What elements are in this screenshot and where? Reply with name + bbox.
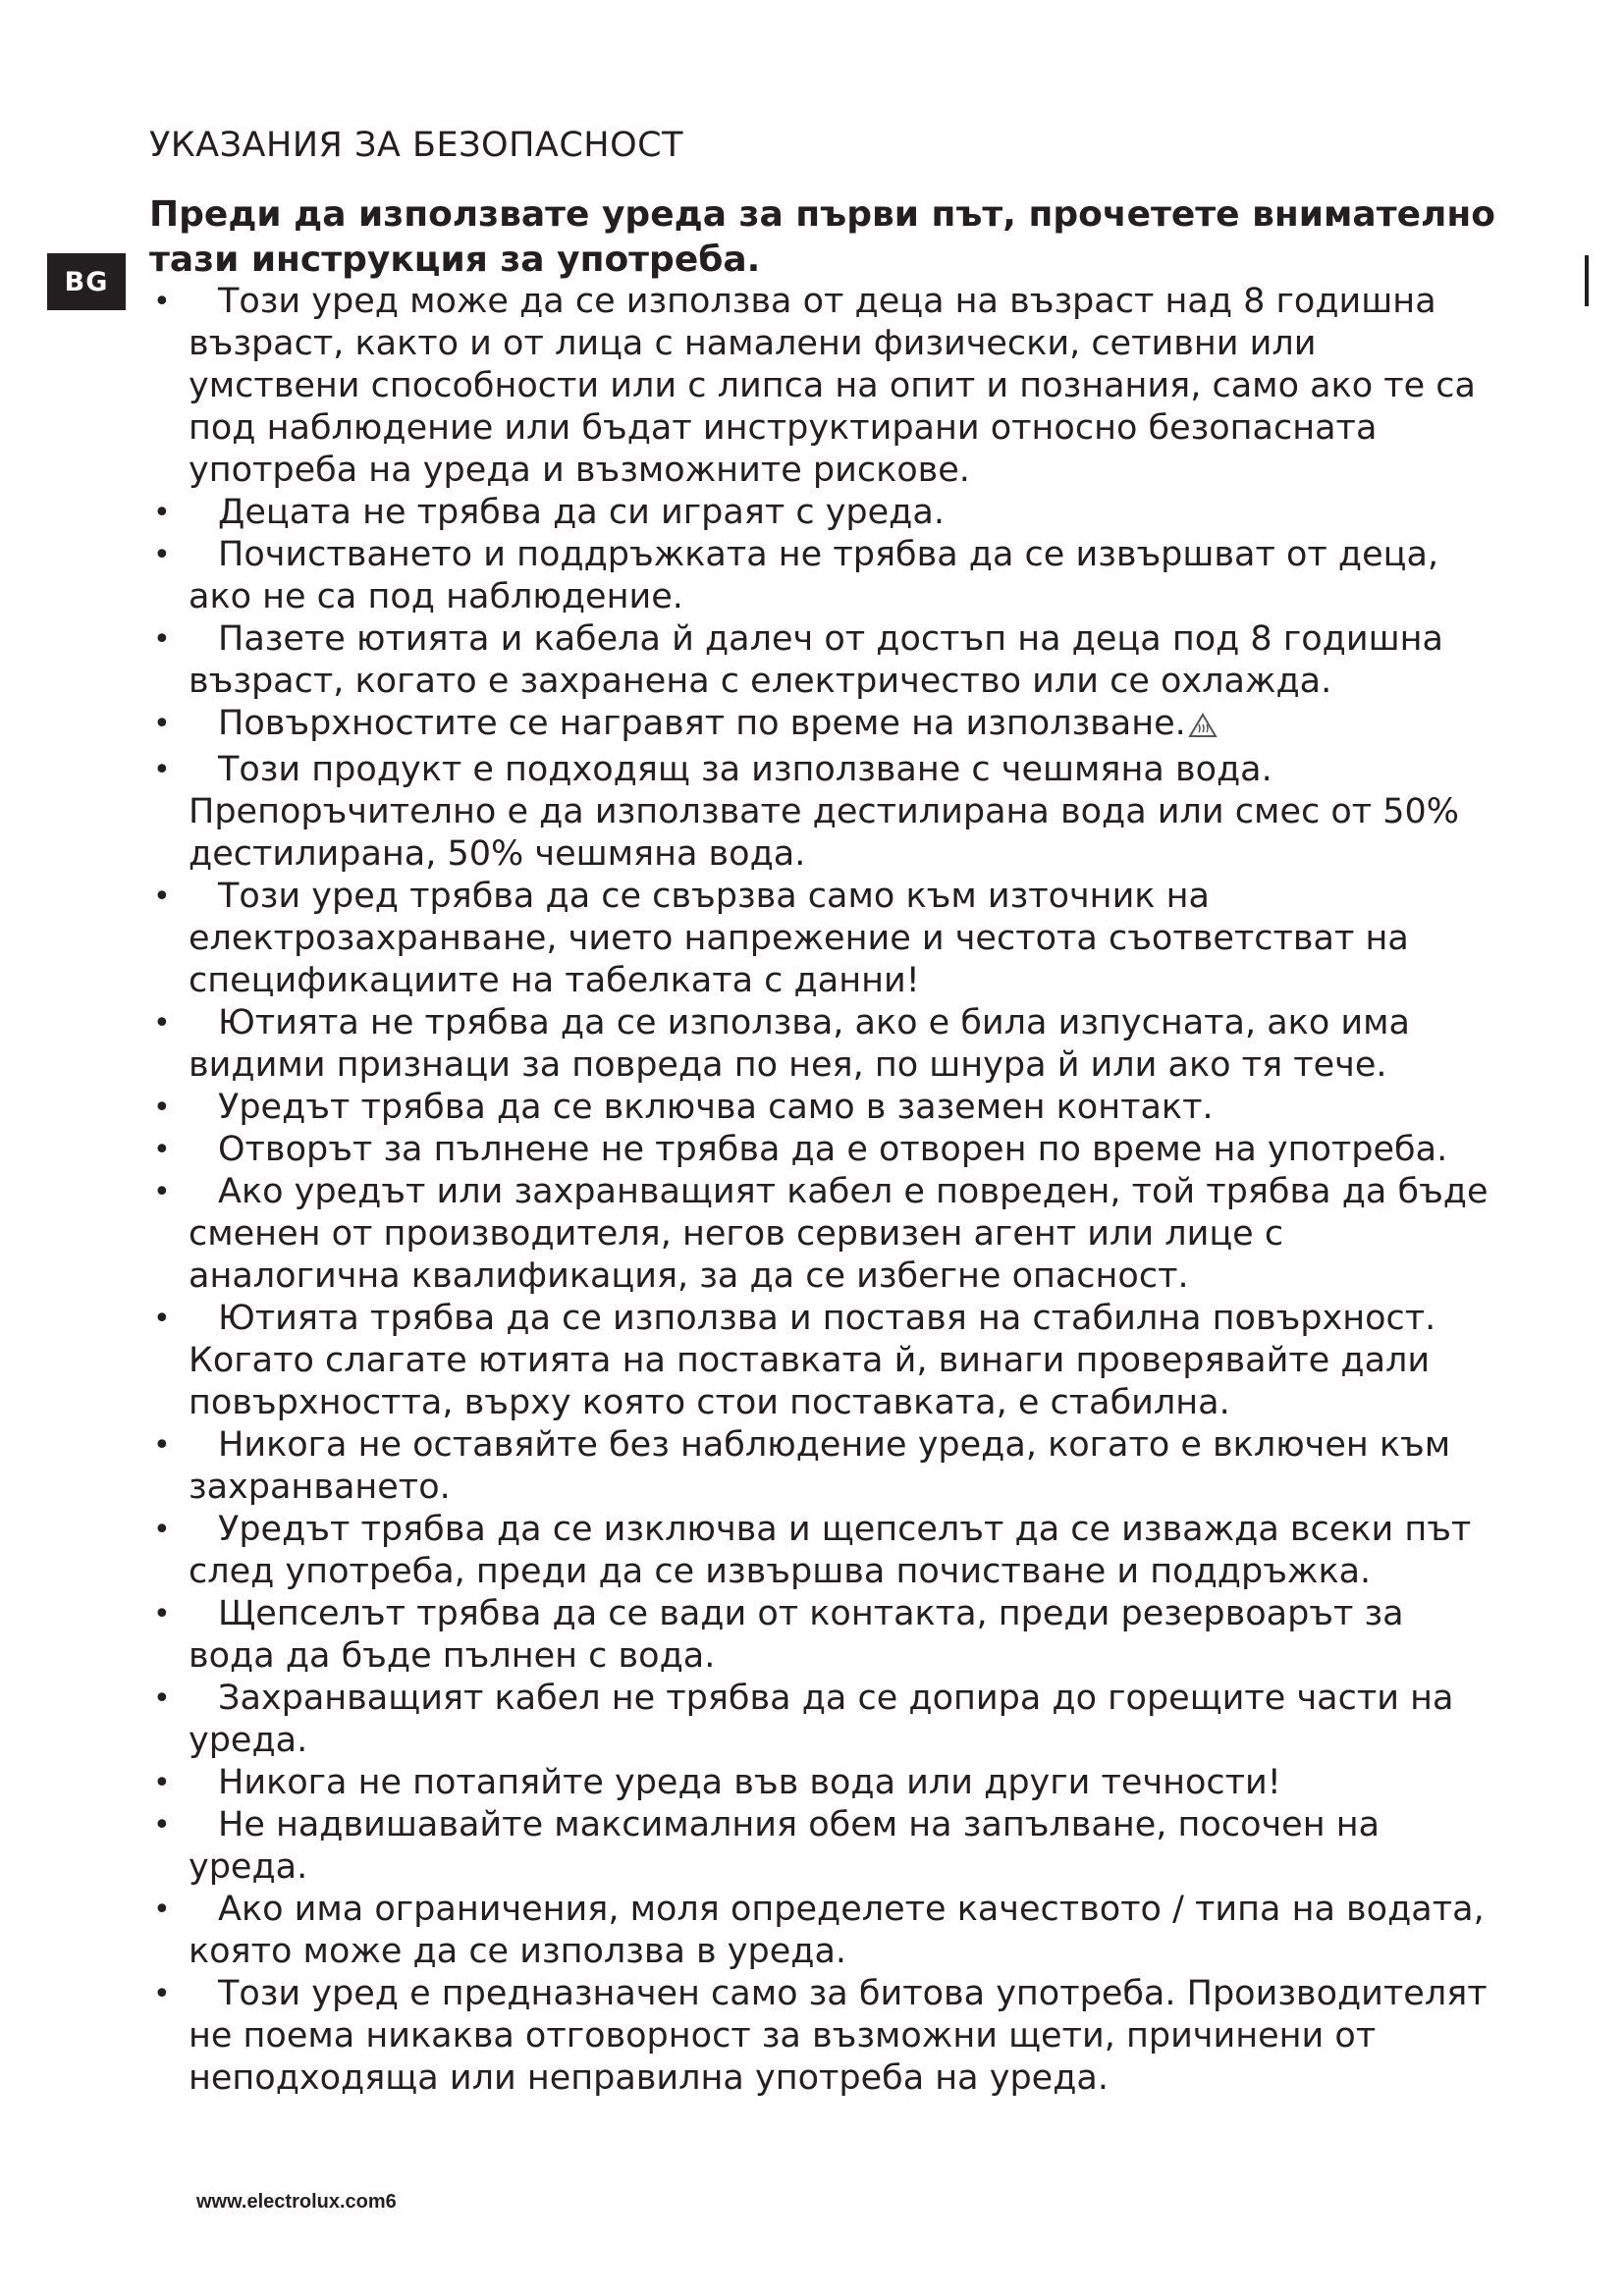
bullet: •: [153, 496, 171, 530]
bullet: •: [153, 1091, 171, 1125]
list-item: [149, 1129, 1494, 1171]
page-edge-marker: [1585, 255, 1589, 306]
list-item-text: Уредът трябва да се изключва и щепселът да се изважда всеки път след употреба, преди да се извършва почистване и поддръжка.: [189, 1510, 1472, 1591]
list-item-text: Този уред трябва да се свързва само към източник на електрозахранване, чието напрежение и честота съответстват на спецификациите на табелката с данни!: [189, 877, 1409, 1000]
list-item: [149, 1424, 1494, 1509]
bullet: •: [153, 538, 171, 572]
list-item-text: Щепселът трябва да се вади от контакта, преди резервоарът за вода да бъде пълнен с вода.: [189, 1594, 1404, 1676]
section-title: УКАЗАНИЯ ЗА БЕЗОПАСНОСТ: [149, 126, 683, 165]
bullet: •: [153, 1513, 171, 1547]
bullet: •: [153, 753, 171, 787]
list-item: [149, 1804, 1494, 1889]
language-tab: BG: [47, 253, 126, 310]
list-item-text: Този уред може да се използва от деца на възраст над 8 годишна възраст, както и от лица с намалени физически, сетивни или умствени способности или с липса на опит и познания, само ако те са под наблюдение или бъдат инструктирани относно безопасната употреба на уреда и възможните рискове.: [189, 282, 1476, 490]
list-item-text: Уредът трябва да се включва само в заземен контакт.: [218, 1088, 1214, 1127]
bullet: •: [153, 1175, 171, 1209]
list-item-text: Ако уредът или захранващият кабел е повреден, той трябва да бъде сменен от производителя, негов сервизен агент или лице с аналогична квалификация, за да се избегне опасност.: [189, 1172, 1489, 1296]
bullet: •: [153, 1682, 171, 1716]
bullet: •: [153, 707, 171, 741]
list-item-text: Този продукт е подходящ за използване с чешмяна вода. Препоръчително е да използвате дестилирана вода или смес от 50% дестилирана, 50% чешмяна вода.: [189, 750, 1460, 874]
list-item-text: Повърхностите се награвят по време на използване.: [218, 704, 1186, 743]
list-item-text: Пазете ютията и кабела й далеч от достъп на деца под 8 годишна възраст, когато е захранена с електричество или се охлажда.: [189, 619, 1443, 701]
list-item-text: Ютията трябва да се използва и поставя на стабилна повърхност. Когато слагате ютията на поставката й, винаги проверявайте дали повърхността, върху която стои поставката, е стабилна.: [189, 1299, 1436, 1422]
list-item: [149, 1298, 1494, 1424]
bullet: •: [153, 1133, 171, 1167]
list-item-text: Никога не потапяйте уреда във вода или други течности!: [218, 1763, 1281, 1802]
bullet: •: [153, 285, 171, 319]
list-item: [149, 1889, 1494, 1973]
list-item-text: Ютията не трябва да се използва, ако е била изпусната, ако има видими признаци за повреда по нея, по шнура й или ако тя тече.: [189, 1003, 1410, 1085]
bullet: •: [153, 1597, 171, 1631]
safety-instructions-list: [149, 281, 1494, 2100]
intro-text: Преди да използвате уреда за първи път, прочетете внимателно тази инструкция за употреба.: [149, 194, 1495, 280]
hot-surface-warning-icon: [1188, 707, 1218, 749]
list-item: [149, 876, 1494, 1002]
bullet: •: [153, 622, 171, 657]
list-item: [149, 281, 1494, 492]
footer-url: www.electrolux.com6: [196, 2191, 397, 2213]
list-item: [149, 1762, 1494, 1804]
list-item-text: Никога не оставяйте без наблюдение уреда, когато е включен към захранването.: [189, 1425, 1451, 1507]
list-item: [149, 492, 1494, 534]
list-item-text: Този уред е предназначен само за битова употреба. Производителят не поема никаква отговорност за възможни щети, причинени от неподходяща или неправилна употреба на уреда.: [189, 1974, 1488, 2098]
list-item: [149, 1973, 1494, 2100]
list-item: [149, 534, 1494, 618]
list-item-text: Отворът за пълнене не трябва да е отворен по време на употреба.: [218, 1130, 1448, 1169]
bullet: •: [153, 1977, 171, 2011]
list-item: [149, 1509, 1494, 1593]
list-item: [149, 749, 1494, 876]
bullet: •: [153, 880, 171, 914]
list-item: [149, 1171, 1494, 1298]
list-item-text: Захранващият кабел не трябва да се допира до горещите части на уреда.: [189, 1679, 1454, 1760]
list-item: [149, 1593, 1494, 1678]
list-item-text: Почистването и поддръжката не трябва да се извършват от деца, ако не са под наблюдение.: [189, 535, 1439, 616]
list-item: [149, 1087, 1494, 1129]
bullet: •: [153, 1302, 171, 1336]
bullet: •: [153, 1766, 171, 1800]
bullet: •: [153, 1006, 171, 1041]
list-item-text: Децата не трябва да си играят с уреда.: [218, 493, 945, 532]
list-item: [149, 1002, 1494, 1087]
list-item: [149, 703, 1494, 749]
list-item: [149, 618, 1494, 703]
bullet: •: [153, 1428, 171, 1463]
list-item-text: Не надвишавайте максималния обем на запълване, посочен на уреда.: [189, 1805, 1380, 1887]
list-item-text: Ако има ограничения, моля определете качеството / типа на водата, която може да се използва в уреда.: [189, 1890, 1485, 1971]
list-item: [149, 1678, 1494, 1762]
bullet: •: [153, 1893, 171, 1927]
bullet: •: [153, 1808, 171, 1842]
